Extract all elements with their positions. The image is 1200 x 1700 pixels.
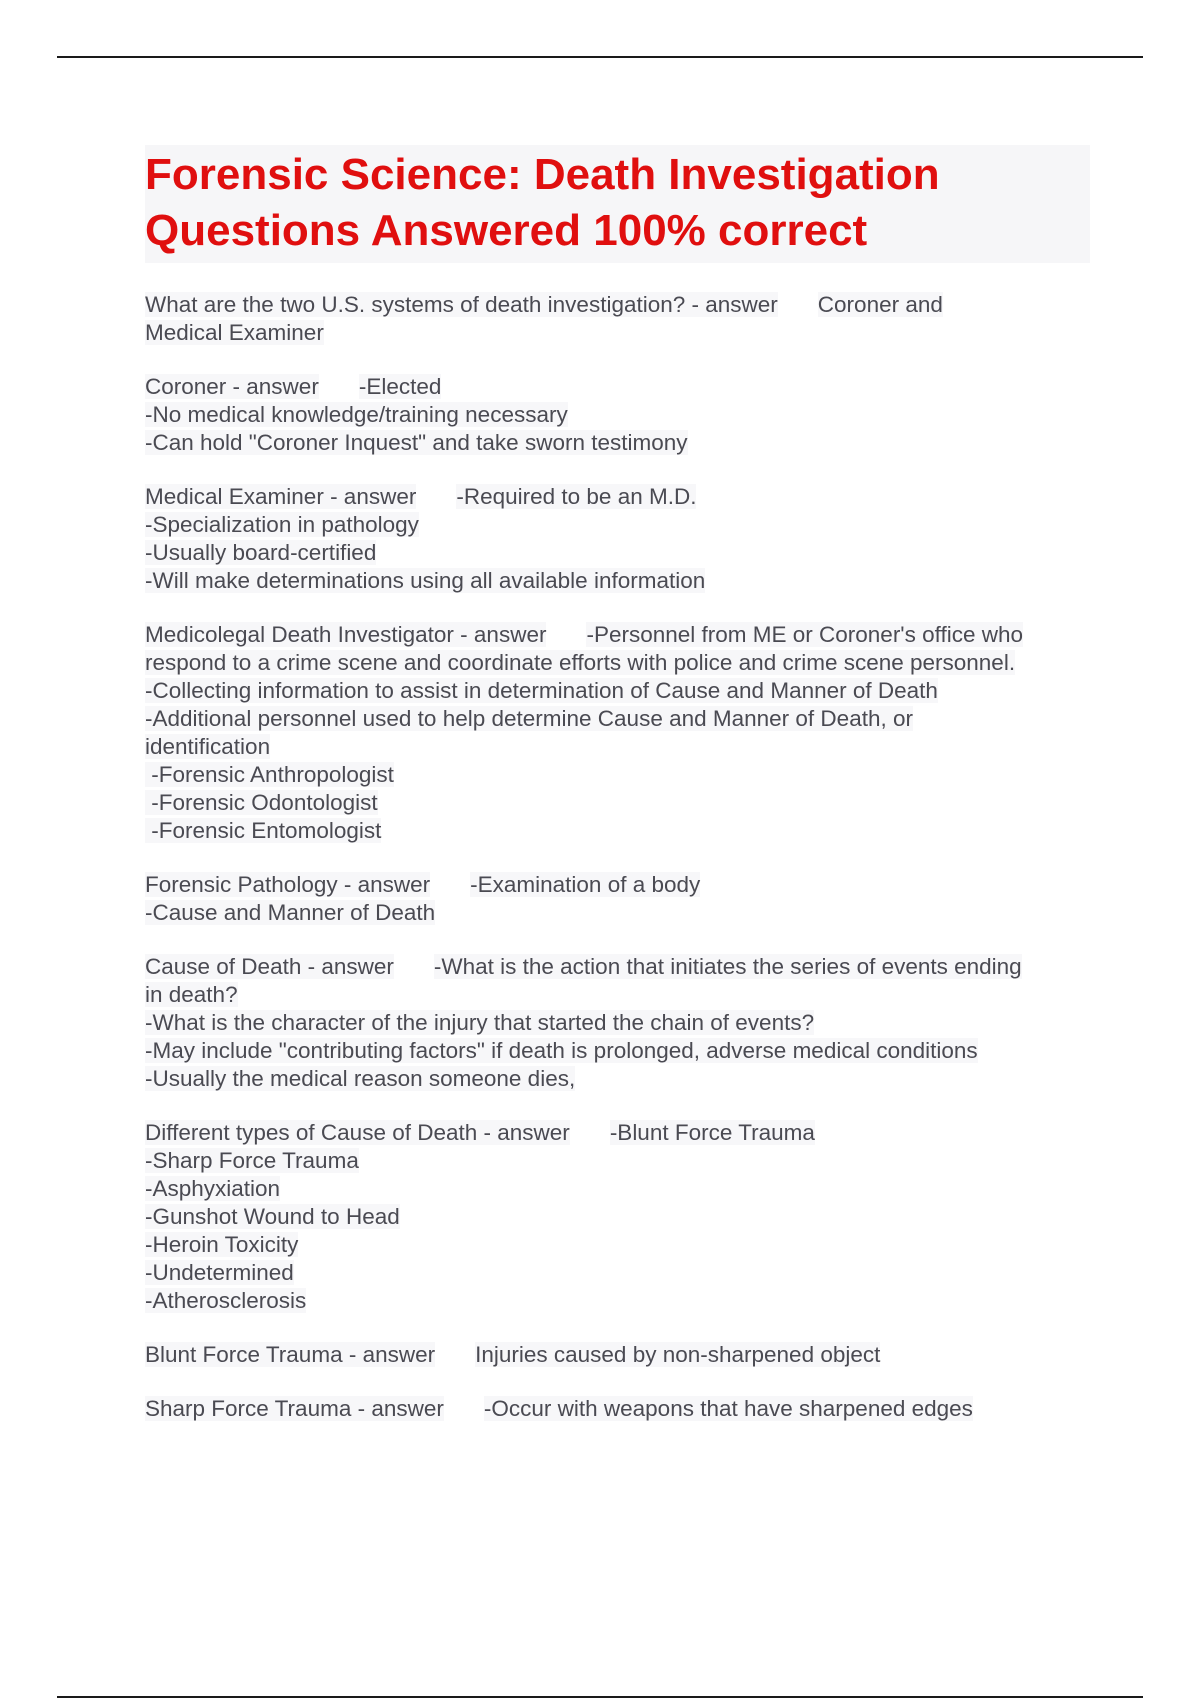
answer-line-text: -Heroin Toxicity [145,1232,299,1257]
answer-line-text: -Gunshot Wound to Head [145,1204,400,1229]
qa-first-line [145,373,1090,401]
answer-line-text: -Will make determinations using all available information [145,568,706,593]
answer-line [145,1231,1090,1259]
answer-line [145,429,1090,457]
answer-text: Coroner and [817,292,943,317]
question-text: Forensic Pathology - answer [145,872,431,897]
qa-item [145,291,1090,347]
answer-text: Injuries caused by non-sharpened object [475,1342,881,1367]
answer-line-text: -Additional personnel used to help determine Cause and Manner of Death, or [145,706,913,731]
question-text: What are the two U.S. systems of death investigation? - answer [145,292,778,317]
answer-line [145,1203,1090,1231]
qa-first-line [145,1395,1090,1423]
title-line-1: Forensic Science: Death Investigation [145,150,940,199]
question-text: Blunt Force Trauma - answer [145,1342,436,1367]
question-text: Cause of Death - answer [145,954,394,979]
answer-line-text: -Forensic Anthropologist [145,762,394,787]
answer-line-text: -Usually the medical reason someone dies, [145,1066,576,1091]
answer-line [145,1009,1090,1037]
question-text: Coroner - answer [145,374,319,399]
answer-line-text: -Cause and Manner of Death [145,900,436,925]
answer-line-text: -What is the character of the injury that started the chain of events? [145,1010,815,1035]
answer-line [145,733,1090,761]
answer-text: -What is the action that initiates the series of events ending [433,954,1022,979]
document-title [145,147,1090,259]
bottom-rule [57,1696,1143,1698]
answer-line [145,1175,1090,1203]
answer-line-text: -Forensic Odontologist [145,790,378,815]
qa-first-line [145,871,1090,899]
qa-first-line [145,1341,1090,1369]
answer-line-text: -Undetermined [145,1260,294,1285]
answer-line [145,319,1090,347]
qa-item [145,1395,1090,1423]
qa-item [145,1341,1090,1369]
answer-line [145,1147,1090,1175]
answer-text: -Required to be an M.D. [456,484,697,509]
answer-line-text: identification [145,734,271,759]
answer-line-text: -No medical knowledge/training necessary [145,402,568,427]
answer-line-text: -Specialization in pathology [145,512,419,537]
answer-line-text: -Forensic Entomologist [145,818,382,843]
answer-line [145,761,1090,789]
answer-line [145,789,1090,817]
title-line-2: Questions Answered 100% correct [145,206,868,255]
qa-list [145,291,1090,1423]
answer-line [145,817,1090,845]
answer-text: -Occur with weapons that have sharpened edges [483,1396,973,1421]
answer-line [145,649,1090,677]
answer-text: -Elected [358,374,442,399]
answer-line-text: -Asphyxiation [145,1176,281,1201]
answer-line-text: in death? [145,982,238,1007]
question-text: Medicolegal Death Investigator - answer [145,622,547,647]
answer-line [145,677,1090,705]
qa-item [145,621,1090,845]
qa-first-line [145,291,1090,319]
answer-line-text: -Can hold "Coroner Inquest" and take sworn testimony [145,430,688,455]
answer-line [145,539,1090,567]
answer-line [145,511,1090,539]
answer-line [145,1287,1090,1315]
qa-item [145,953,1090,1093]
answer-line-text: respond to a crime scene and coordinate efforts with police and crime scene personnel. [145,650,1016,675]
question-text: Different types of Cause of Death - answer [145,1120,570,1145]
question-text: Medical Examiner - answer [145,484,417,509]
qa-first-line [145,483,1090,511]
answer-line-text: -Usually board-certified [145,540,377,565]
qa-item [145,373,1090,457]
answer-line [145,401,1090,429]
qa-item [145,483,1090,595]
qa-item [145,871,1090,927]
title-block [145,145,1090,263]
answer-line [145,981,1090,1009]
answer-line [145,1037,1090,1065]
answer-line [145,705,1090,733]
qa-first-line [145,1119,1090,1147]
answer-text: -Blunt Force Trauma [609,1120,815,1145]
answer-line [145,1259,1090,1287]
qa-first-line [145,953,1090,981]
top-rule [57,56,1143,58]
answer-line-text: -Collecting information to assist in determination of Cause and Manner of Death [145,678,938,703]
qa-first-line [145,621,1090,649]
answer-line-text: -May include "contributing factors" if death is prolonged, adverse medical conditions [145,1038,978,1063]
answer-line [145,899,1090,927]
qa-item [145,1119,1090,1315]
document-body [145,145,1090,1449]
answer-text: -Personnel from ME or Coroner's office who [586,622,1024,647]
answer-line-text: -Sharp Force Trauma [145,1148,359,1173]
answer-line [145,1065,1090,1093]
answer-line-text: -Atherosclerosis [145,1288,307,1313]
question-text: Sharp Force Trauma - answer [145,1396,444,1421]
answer-line-text: Medical Examiner [145,320,324,345]
answer-line [145,567,1090,595]
answer-text: -Examination of a body [470,872,701,897]
